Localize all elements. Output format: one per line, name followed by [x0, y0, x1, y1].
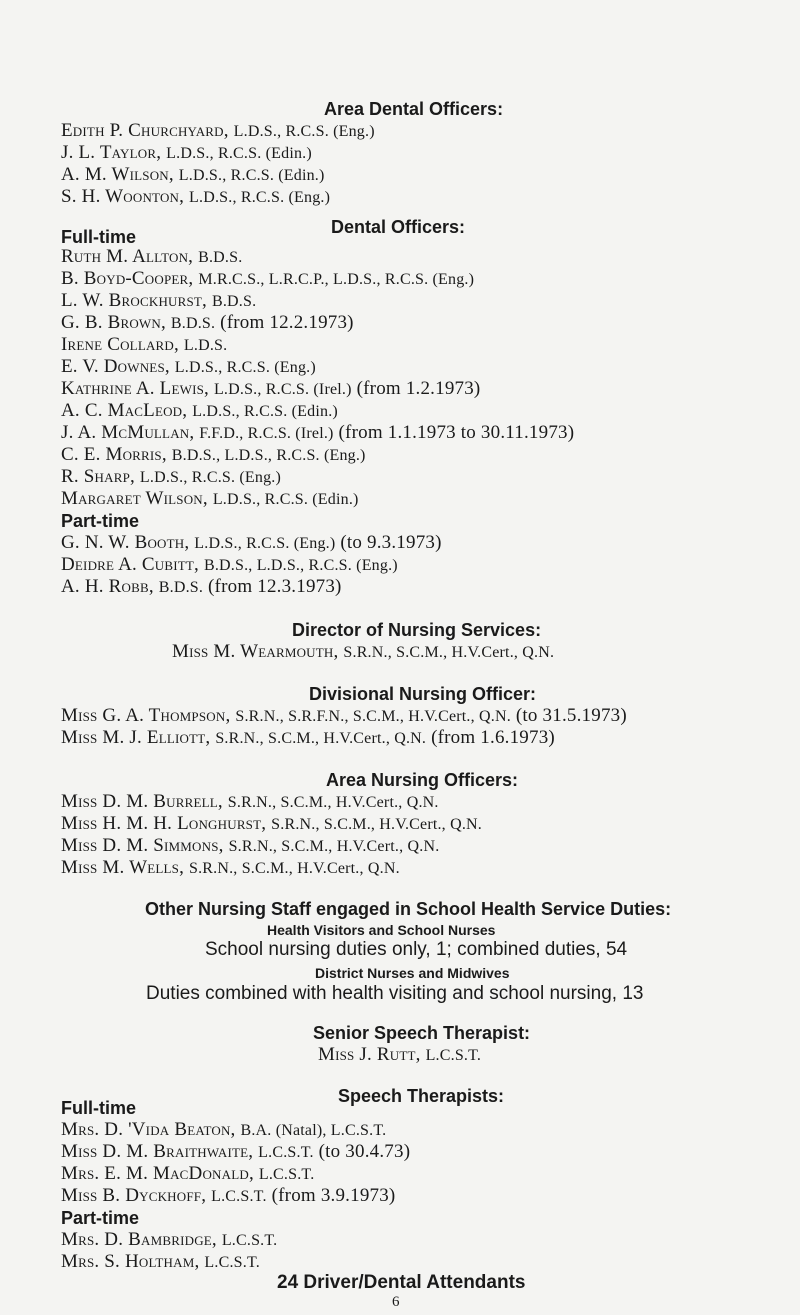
area-nursing-heading: Area Nursing Officers:	[326, 770, 519, 790]
other-nursing-staff-heading: Other Nursing Staff engaged in School Health Service Duties:	[145, 899, 672, 919]
director-nursing-heading: Director of Nursing Services:	[292, 620, 542, 640]
staff-entry: G. B. Brown, B.D.S. (from 12.2.1973)	[61, 312, 354, 333]
staff-entry: Miss M. Wearmouth, S.R.N., S.C.M., H.V.Cert., Q.N.	[172, 641, 555, 662]
staff-entry: E. V. Downes, L.D.S., R.C.S. (Eng.)	[61, 356, 316, 377]
parttime-label: Part-time	[61, 1208, 140, 1228]
staff-entry: A. M. Wilson, L.D.S., R.C.S. (Edin.)	[61, 164, 325, 185]
staff-entry: A. C. MacLeod, L.D.S., R.C.S. (Edin.)	[61, 400, 338, 421]
dental-officers-heading: Dental Officers:	[331, 217, 466, 237]
staff-entry: Mrs. D. 'Vida Beaton, B.A. (Natal), L.C.S.T.	[61, 1119, 387, 1140]
staff-entry: Margaret Wilson, L.D.S., R.C.S. (Edin.)	[61, 488, 359, 509]
staff-entry: B. Boyd-Cooper, M.R.C.S., L.R.C.P., L.D.S., R.C.S. (Eng.)	[61, 268, 475, 289]
staff-entry: Mrs. S. Holtham, L.C.S.T.	[61, 1251, 260, 1272]
speech-therapists-heading: Speech Therapists:	[338, 1086, 505, 1106]
staff-entry: Miss D. M. Braithwaite, L.C.S.T. (to 30.4.73)	[61, 1141, 411, 1162]
staff-entry: C. E. Morris, B.D.S., L.D.S., R.C.S. (Eng.)	[61, 444, 366, 465]
staff-entry: Mrs. D. Bambridge, L.C.S.T.	[61, 1229, 278, 1250]
fulltime-label: Full-time	[61, 1098, 136, 1118]
staff-entry: Edith P. Churchyard, L.D.S., R.C.S. (Eng.)	[61, 120, 375, 141]
staff-entry: G. N. W. Booth, L.D.S., R.C.S. (Eng.) (to 9.3.1973)	[61, 532, 442, 553]
attendants-line: 24 Driver/Dental Attendants	[277, 1272, 526, 1293]
divisional-nursing-heading: Divisional Nursing Officer:	[309, 684, 537, 704]
page-number: 6	[392, 1294, 400, 1310]
health-visitors-text: School nursing duties only, 1; combined duties, 54	[205, 939, 628, 960]
district-nurses-subheading: District Nurses and Midwives	[315, 965, 510, 981]
staff-entry: Miss J. Rutt, L.C.S.T.	[318, 1044, 482, 1065]
staff-entry: Miss H. M. H. Longhurst, S.R.N., S.C.M., H.V.Cert., Q.N.	[61, 813, 482, 834]
staff-entry: Ruth M. Allton, B.D.S.	[61, 246, 243, 267]
staff-entry: Mrs. E. M. MacDonald, L.C.S.T.	[61, 1163, 315, 1184]
fulltime-label: Full-time	[61, 227, 136, 247]
senior-speech-heading: Senior Speech Therapist:	[313, 1023, 531, 1043]
health-visitors-subheading: Health Visitors and School Nurses	[267, 922, 496, 938]
parttime-label: Part-time	[61, 511, 140, 531]
district-nurses-text: Duties combined with health visiting and school nursing, 13	[146, 983, 644, 1004]
staff-entry: A. H. Robb, B.D.S. (from 12.3.1973)	[61, 576, 342, 597]
staff-entry: Kathrine A. Lewis, L.D.S., R.C.S. (Irel.) (from 1.2.1973)	[61, 378, 481, 399]
staff-entry: Miss D. M. Simmons, S.R.N., S.C.M., H.V.Cert., Q.N.	[61, 835, 440, 856]
staff-entry: Miss M. Wells, S.R.N., S.C.M., H.V.Cert., Q.N.	[61, 857, 400, 878]
staff-entry: Miss B. Dyckhoff, L.C.S.T. (from 3.9.1973)	[61, 1185, 396, 1206]
staff-entry: S. H. Woonton, L.D.S., R.C.S. (Eng.)	[61, 186, 331, 207]
staff-entry: Miss G. A. Thompson, S.R.N., S.R.F.N., S.C.M., H.V.Cert., Q.N. (to 31.5.1973)	[61, 705, 627, 726]
staff-entry: J. L. Taylor, L.D.S., R.C.S. (Edin.)	[61, 142, 312, 163]
area-dental-officers-heading: Area Dental Officers:	[324, 99, 504, 119]
staff-entry: L. W. Brockhurst, B.D.S.	[61, 290, 257, 311]
staff-entry: Deidre A. Cubitt, B.D.S., L.D.S., R.C.S. (Eng.)	[61, 554, 398, 575]
staff-entry: R. Sharp, L.D.S., R.C.S. (Eng.)	[61, 466, 282, 487]
staff-entry: J. A. McMullan, F.F.D., R.C.S. (Irel.) (from 1.1.1973 to 30.11.1973)	[61, 422, 575, 443]
staff-entry: Miss M. J. Elliott, S.R.N., S.C.M., H.V.Cert., Q.N. (from 1.6.1973)	[61, 727, 555, 748]
staff-entry: Irene Collard, L.D.S.	[61, 334, 228, 355]
staff-entry: Miss D. M. Burrell, S.R.N., S.C.M., H.V.Cert., Q.N.	[61, 791, 439, 812]
